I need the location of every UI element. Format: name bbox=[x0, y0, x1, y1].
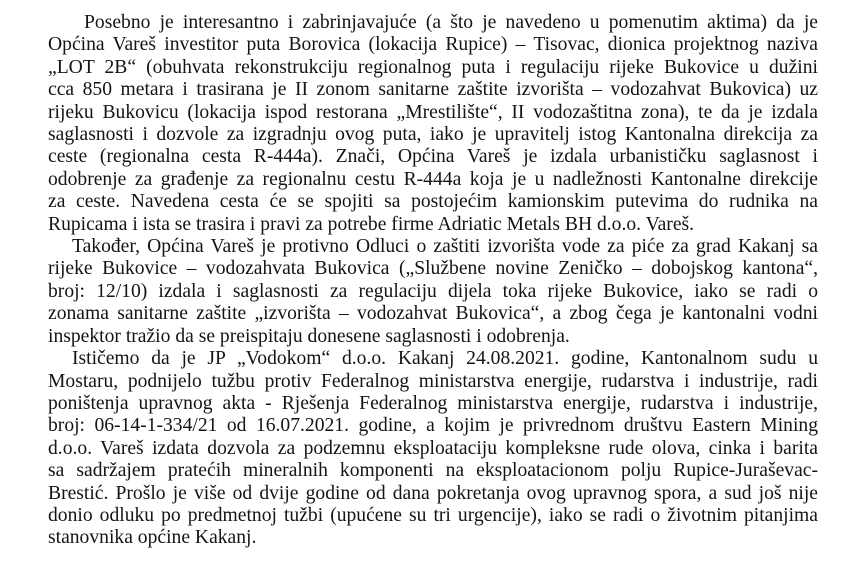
text-line: poništenja upravnog akta - Rješenja Federalnog ministarstva energije, rudarstva i industrije, bbox=[48, 392, 818, 414]
text-line: Mostaru, podnijelo tužbu protiv Federalnog ministarstva energije, rudarstva i industrije, radi bbox=[48, 370, 818, 392]
text-line: donio odluku po predmetnoj tužbi (upućene su tri urgencije), iako se radi o životnim pitanjima bbox=[48, 504, 818, 526]
text-line: sa sadržajem pratećih mineralnih komponenti na eksploatacionom polju Rupice-Juraševac- bbox=[48, 460, 818, 482]
text-line: inspektor tražio da se preispitaju donesene saglasnosti i odobrenja. bbox=[48, 325, 570, 347]
text-line: Brestić. Prošlo je više od dvije godine od dana pokretanja ovog upravnog spora, a sud još nije bbox=[48, 482, 818, 504]
text-line: „LOT 2B“ (obuhvata rekonstrukciju regionalnog puta i regulaciju rijeke Bukovice u dužini bbox=[48, 56, 818, 78]
text-line: d.o.o. Vareš izdata dozvola za podzemnu eksploataciju kompleksne rude olova, cinka i barita bbox=[48, 437, 818, 459]
text-line: Rupicama i ista se trasira i pravi za potrebe firme Adriatic Metals BH d.o.o. Vareš. bbox=[48, 213, 695, 235]
text-line: za ceste. Navedena cesta će se spojiti sa postojećim kamionskim putevima do rudnika na bbox=[48, 191, 818, 213]
text-line: cca 850 metara i trasirana je II zonom sanitarne zaštite izvorišta – vodozahvat Bukovica) uz bbox=[48, 79, 818, 101]
text-line: rijeke Bukovice – vodozahvata Bukovica („Službene novine Zeničko – dobojskog kantona“, bbox=[48, 258, 818, 280]
text-line: ceste (regionalna cesta R-444a). Znači, Općina Vareš je izdala urbanističku saglasnost i bbox=[48, 146, 818, 168]
paragraph-odluka-zastita bbox=[48, 236, 818, 348]
text-line: Posebno je interesantno i zabrinjavajuće (a što je navedeno u pomenutim aktima) da je bbox=[84, 12, 818, 33]
paragraph-tuzba-vodokom bbox=[48, 348, 818, 550]
text-line: stanovnika općine Kakanj. bbox=[48, 527, 257, 549]
text-line: saglasnosti i dozvole za izgradnju ovog puta, iako je upravitelj istog Kantonalna direkcija za bbox=[48, 124, 818, 146]
text-line: Ističemo da je JP „Vodokom“ d.o.o. Kakanj 24.08.2021. godine, Kantonalnom sudu u bbox=[72, 348, 818, 370]
text-line: Također, Općina Vareš je protivno Odluci o zaštiti izvorišta vode za piće za grad Kakanj sa bbox=[72, 236, 818, 258]
text-line: odobrenje za građenje za regionalnu cestu R-444a koja je u nadležnosti Kantonalne direkcije bbox=[48, 168, 818, 190]
text-line: broj: 12/10) izdala i saglasnosti za regulaciju dijela toka rijeke Bukovice, iako se radi o bbox=[48, 280, 818, 302]
document-body bbox=[48, 12, 818, 550]
text-line: rijeku Bukovicu (lokacija ispod restorana „Mrestilište“, II vodozaštitna zona), te da je izdala bbox=[48, 101, 818, 123]
paragraph-investitor-puta bbox=[48, 12, 818, 236]
text-line: Općina Vareš investitor puta Borovica (lokacija Rupice) – Tisovac, dionica projektnog naziva bbox=[48, 34, 818, 56]
text-line: broj: 06-14-1-334/21 od 16.07.2021. godine, a kojim je privrednom društvu Eastern Mining bbox=[48, 415, 818, 437]
text-line: zonama sanitarne zaštite „izvorišta – vodozahvat Bukovica“, a zbog čega je kantonalni vodni bbox=[48, 303, 818, 325]
